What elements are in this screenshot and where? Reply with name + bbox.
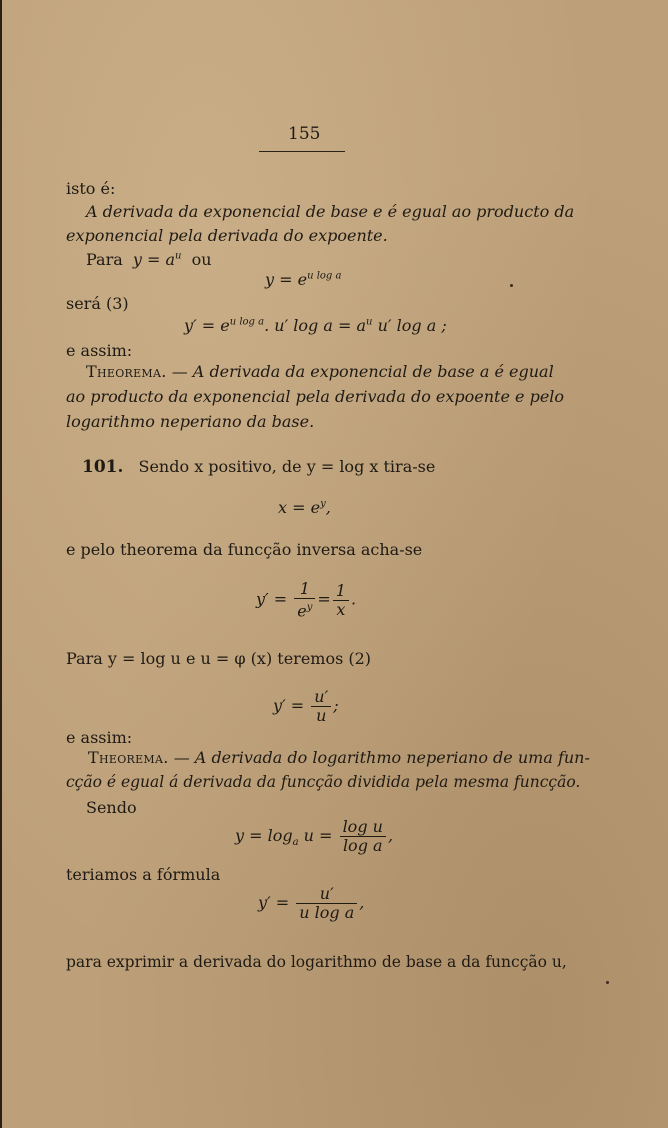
math-text: , xyxy=(387,826,394,845)
equation xyxy=(273,688,339,725)
math-text: y′ = xyxy=(258,893,290,912)
fraction xyxy=(340,818,386,855)
section-number: 101. xyxy=(82,457,124,477)
theorem-line: logarithmo neperiano da base. xyxy=(66,412,315,431)
numerator: 1 xyxy=(294,580,315,599)
text-line: teriamos a fórmula xyxy=(66,865,221,884)
denominator: log a xyxy=(342,836,383,855)
math-sup: y xyxy=(306,602,313,613)
equation xyxy=(256,580,356,620)
theorem-text: — A derivada da exponencial de base a é egual xyxy=(166,362,554,381)
math-text: , xyxy=(359,893,365,912)
math-text: = xyxy=(317,589,331,609)
text-line: e assim: xyxy=(66,341,133,360)
text-line xyxy=(86,250,212,269)
text-line: e assim: xyxy=(66,728,133,747)
theorem-line xyxy=(86,362,554,381)
paper-speck xyxy=(510,284,513,287)
header-rule xyxy=(259,151,345,152)
math-text: y′ = xyxy=(273,696,305,715)
math-sub: a xyxy=(292,837,299,849)
theorem-line xyxy=(88,748,590,767)
math-text: ; xyxy=(333,696,339,715)
fraction xyxy=(311,688,331,725)
text-line: e pelo theorema da funcção inversa acha-se xyxy=(66,540,423,559)
math-sup: y xyxy=(320,498,326,510)
text-fragment: Para xyxy=(86,250,123,269)
text-line: isto é: xyxy=(66,179,116,198)
math-sup: u xyxy=(175,250,182,262)
text-line: Para y = log u e u = φ (x) teremos (2) xyxy=(66,649,372,668)
paper-speck xyxy=(606,981,609,984)
math-text: . u′ log a = a xyxy=(264,316,367,335)
numerator: log u xyxy=(340,818,386,837)
denominator: u xyxy=(316,706,327,725)
section-line xyxy=(82,457,435,477)
text-line: Sendo xyxy=(86,798,137,817)
numerator: u′ xyxy=(296,885,357,904)
fraction xyxy=(294,580,315,620)
math-sup: u xyxy=(366,316,373,328)
math-text: y = e xyxy=(265,270,308,289)
denominator xyxy=(294,599,315,620)
theorem-line: ao producto da exponencial pela derivada do expoente e pelo xyxy=(66,387,565,406)
math-sup: u log a xyxy=(307,270,342,282)
page-number: 155 xyxy=(288,124,321,144)
theorem-line: cção é egual á derivada da funcção dividida pela mesma funcção. xyxy=(66,773,581,791)
theorem-label: Theorema. xyxy=(88,748,169,767)
math-text: x = e xyxy=(278,498,321,517)
equation xyxy=(258,885,364,922)
math-text: , xyxy=(325,498,331,517)
math-text: e xyxy=(297,601,307,621)
text-fragment: Sendo x positivo, de y = log x tira-se xyxy=(138,457,436,476)
math-text: y = log xyxy=(235,826,293,845)
math-text: . xyxy=(350,589,357,609)
denominator: u log a xyxy=(299,903,355,922)
proposition-line: exponencial pela derivada do expoente. xyxy=(66,226,388,245)
equation xyxy=(265,270,341,289)
numerator: u′ xyxy=(311,688,331,707)
equation xyxy=(278,498,331,517)
proposition-line: A derivada da exponencial de base e é egual ao producto da xyxy=(86,202,575,221)
math-text: y′ = xyxy=(256,589,288,609)
fraction xyxy=(333,582,349,619)
equation xyxy=(235,818,393,855)
math-text: y′ = e xyxy=(184,316,230,335)
math-text: y = a xyxy=(132,250,176,269)
math-fragment xyxy=(133,250,182,269)
math-sup: u log a xyxy=(229,316,265,328)
text-line: será (3) xyxy=(66,294,129,313)
numerator: 1 xyxy=(333,582,349,601)
theorem-label: Theorema. xyxy=(86,362,167,381)
theorem-text: — A derivada do logarithmo neperiano de uma fun- xyxy=(168,748,590,767)
text-line: para exprimir a derivada do logarithmo de base a da funcção u, xyxy=(66,953,567,971)
text-fragment: ou xyxy=(191,250,212,269)
math-text: u′ log a ; xyxy=(372,316,447,335)
equation xyxy=(184,316,447,335)
denominator: x xyxy=(336,599,346,619)
math-text: u = xyxy=(298,826,333,845)
fraction xyxy=(296,885,357,922)
